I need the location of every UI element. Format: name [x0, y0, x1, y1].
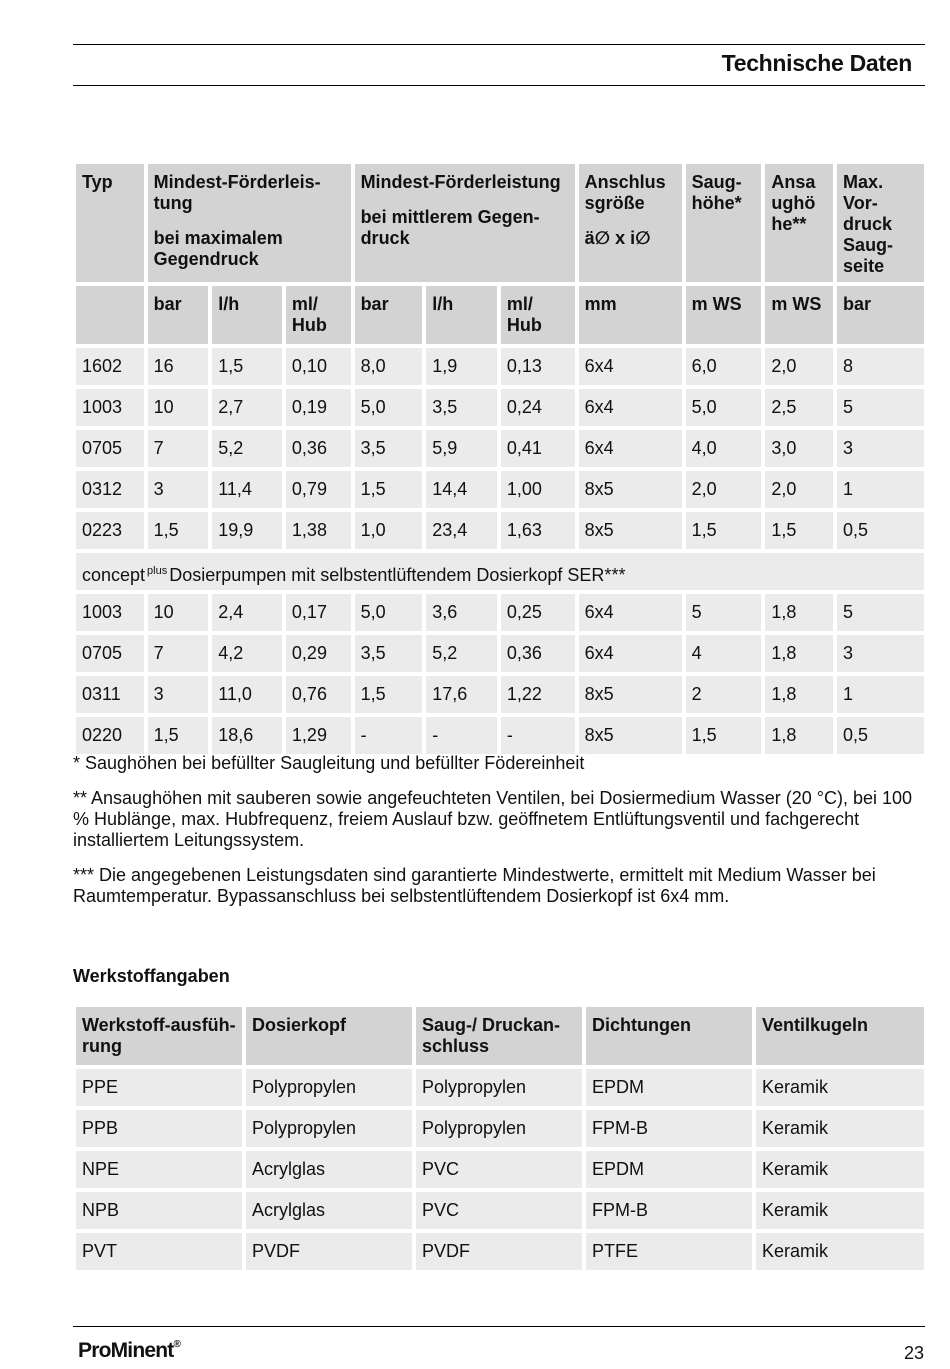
table-cell: 5,0: [355, 389, 423, 426]
table-cell: 1: [837, 471, 924, 508]
table-cell: 17,6: [426, 676, 497, 713]
table-cell: 1,5: [355, 676, 423, 713]
table-cell: 1,5: [148, 512, 209, 549]
header-conn-label: Anschlus sgröße: [584, 172, 666, 213]
table-cell: Keramik: [756, 1192, 924, 1229]
table-cell: 6,0: [686, 348, 762, 385]
table-cell: Acrylglas: [246, 1192, 412, 1229]
table-cell: 10: [148, 594, 209, 631]
table-cell: PTFE: [586, 1233, 752, 1270]
table-cell: 0705: [76, 430, 144, 467]
table-cell: 1003: [76, 594, 144, 631]
header-cell-max-pressure: Max. Vor-druck Saug-seite: [837, 164, 924, 282]
section-sup: plus: [147, 565, 168, 577]
table-row: [76, 1151, 924, 1188]
table-cell: PVDF: [246, 1233, 412, 1270]
unit-cell: l/h: [426, 286, 497, 344]
table-cell: 1,5: [212, 348, 282, 385]
header-bottom-rule: [73, 85, 925, 86]
table-cell: 0,25: [501, 594, 575, 631]
table-cell: 1,29: [286, 717, 351, 754]
table-cell: 1,5: [148, 717, 209, 754]
table-cell: 2,7: [212, 389, 282, 426]
materials-heading: Werkstoffangaben: [73, 966, 230, 986]
table-cell: PPB: [76, 1110, 242, 1147]
table-cell: 5,0: [686, 389, 762, 426]
table-cell: Polypropylen: [416, 1110, 582, 1147]
unit-cell: [76, 286, 144, 344]
table-cell: 3: [148, 471, 209, 508]
materials-header-cell: Ventilkugeln: [756, 1007, 924, 1065]
table-cell: 0,19: [286, 389, 351, 426]
table-row: [76, 1233, 924, 1270]
section-prefix: concept: [82, 565, 146, 585]
table-cell: 2,0: [765, 348, 833, 385]
table-cell: PPE: [76, 1069, 242, 1106]
logo-text: ProMinent: [78, 1339, 174, 1362]
table-row: [76, 1192, 924, 1229]
table-cell: NPE: [76, 1151, 242, 1188]
table-cell: Polypropylen: [416, 1069, 582, 1106]
table-cell: -: [501, 717, 575, 754]
table-cell: 0,41: [501, 430, 575, 467]
table-cell: 3,5: [426, 389, 497, 426]
table-cell: 2,5: [765, 389, 833, 426]
table-cell: 0223: [76, 512, 144, 549]
table-cell: 4,2: [212, 635, 282, 672]
header-mid-label: Mindest-Förderleistung: [360, 172, 561, 192]
table-cell: 1,0: [355, 512, 423, 549]
table-row: [76, 594, 924, 631]
unit-cell: m WS: [765, 286, 833, 344]
table-cell: 2,4: [212, 594, 282, 631]
table-cell: 1,22: [501, 676, 575, 713]
header-conn-sub: ä∅ x i∅: [584, 228, 651, 248]
table-row: [76, 471, 924, 508]
table-cell: 0220: [76, 717, 144, 754]
table-cell: 2,0: [686, 471, 762, 508]
table-cell: 11,0: [212, 676, 282, 713]
table-cell: 1,5: [686, 512, 762, 549]
technical-data-table: [72, 160, 928, 758]
materials-header-cell: Dichtungen: [586, 1007, 752, 1065]
table-cell: 1: [837, 676, 924, 713]
table-cell: 1,9: [426, 348, 497, 385]
unit-cell: bar: [148, 286, 209, 344]
table-row: [76, 348, 924, 385]
header-mid-sub: bei mittlerem Gegen-druck: [360, 207, 540, 248]
table-cell: 14,4: [426, 471, 497, 508]
table-cell: 5: [686, 594, 762, 631]
section-row-ser: [76, 553, 924, 590]
table-cell: 3,5: [355, 430, 423, 467]
section-suffix: Dosierpumpen mit selbstentlüftendem Dosierkopf SER***: [169, 565, 626, 585]
unit-cell: ml/ Hub: [286, 286, 351, 344]
table-cell: 5,9: [426, 430, 497, 467]
table-cell: Acrylglas: [246, 1151, 412, 1188]
table-row: [76, 676, 924, 713]
table-cell: 1,5: [765, 512, 833, 549]
table-cell: 0,5: [837, 717, 924, 754]
table-cell: 6x4: [579, 635, 682, 672]
table-cell: 0312: [76, 471, 144, 508]
table-cell: 8x5: [579, 471, 682, 508]
table-cell: Keramik: [756, 1151, 924, 1188]
table-cell: EPDM: [586, 1069, 752, 1106]
table-row: [76, 717, 924, 754]
table-cell: -: [355, 717, 423, 754]
header-top-rule: [73, 44, 925, 45]
table-cell: 0,79: [286, 471, 351, 508]
table-cell: 6x4: [579, 594, 682, 631]
table-cell: 0,13: [501, 348, 575, 385]
unit-cell: mm: [579, 286, 682, 344]
materials-table: [72, 1003, 928, 1274]
table-cell: 1,63: [501, 512, 575, 549]
table-cell: 1,8: [765, 594, 833, 631]
table-cell: Keramik: [756, 1069, 924, 1106]
table-cell: 3: [148, 676, 209, 713]
table-cell: PVC: [416, 1151, 582, 1188]
table-row: [76, 512, 924, 549]
materials-rows: [76, 1069, 924, 1270]
table-cell: 8x5: [579, 512, 682, 549]
table-cell: 5: [837, 389, 924, 426]
table-cell: 0,29: [286, 635, 351, 672]
table-cell: PVT: [76, 1233, 242, 1270]
footnote-2: ** Ansaughöhen mit sauberen sowie angefeuchteten Ventilen, bei Dosiermedium Wasser (20 °C), bei 100 % Hublänge, max. Hubfrequenz, freiem Auslauf bzw. geöffnetem Entlüftungsventil und fachgerecht installiertem Leitungssystem.: [73, 788, 913, 850]
header-cell-mid-capacity: [355, 164, 575, 282]
table-cell: PVC: [416, 1192, 582, 1229]
table-cell: 0,10: [286, 348, 351, 385]
table-cell: 8: [837, 348, 924, 385]
table-cell: 2,0: [765, 471, 833, 508]
table-cell: EPDM: [586, 1151, 752, 1188]
header-cell-priming-lift: Ansa ughö he**: [765, 164, 833, 282]
header-max-label: Mindest-Förderleis-tung: [153, 172, 321, 213]
footnote-3: *** Die angegebenen Leistungsdaten sind garantierte Mindestwerte, ermittelt mit Medium Wasser bei Raumtemperatur. Bypassanschluss bei selbstentlüftendem Dosierkopf ist 6x4 mm.: [73, 865, 876, 906]
table-cell: 7: [148, 635, 209, 672]
footer-rule: [73, 1326, 925, 1327]
table-row: [76, 389, 924, 426]
page-title: Technische Daten: [721, 50, 912, 76]
table-cell: -: [426, 717, 497, 754]
table-cell: Keramik: [756, 1233, 924, 1270]
table-cell: 7: [148, 430, 209, 467]
table-cell: 1,38: [286, 512, 351, 549]
footnotes: [73, 753, 928, 921]
table-cell: Polypropylen: [246, 1110, 412, 1147]
section-cell: [76, 553, 924, 590]
table-cell: NPB: [76, 1192, 242, 1229]
table-cell: 0311: [76, 676, 144, 713]
table-cell: PVDF: [416, 1233, 582, 1270]
logo-registered-mark: ®: [173, 1339, 181, 1350]
header-cell-connection: [579, 164, 682, 282]
table-cell: 11,4: [212, 471, 282, 508]
table-cell: 1602: [76, 348, 144, 385]
table-cell: 5,2: [212, 430, 282, 467]
table-header-row: [76, 164, 924, 282]
table-cell: 0705: [76, 635, 144, 672]
table-cell: FPM-B: [586, 1192, 752, 1229]
table-row: [76, 635, 924, 672]
table-cell: 8x5: [579, 717, 682, 754]
table-cell: 6x4: [579, 389, 682, 426]
materials-header-cell: Saug-/ Druckan-schluss: [416, 1007, 582, 1065]
table-row: [76, 1110, 924, 1147]
table-cell: 5: [837, 594, 924, 631]
unit-cell: ml/ Hub: [501, 286, 575, 344]
table-cell: 2: [686, 676, 762, 713]
prominent-logo: [78, 1339, 181, 1363]
table-cell: 3,0: [765, 430, 833, 467]
footnote-1: * Saughöhen bei befüllter Saugleitung und befüllter Födereinheit: [73, 753, 585, 773]
table-cell: 1,8: [765, 676, 833, 713]
table-cell: 3: [837, 635, 924, 672]
technical-data-rows: [76, 348, 924, 549]
table-cell: 4,0: [686, 430, 762, 467]
table-cell: 3: [837, 430, 924, 467]
unit-cell: bar: [837, 286, 924, 344]
table-cell: 1003: [76, 389, 144, 426]
table-cell: 23,4: [426, 512, 497, 549]
table-cell: 0,24: [501, 389, 575, 426]
table-cell: 1,00: [501, 471, 575, 508]
table-cell: 18,6: [212, 717, 282, 754]
table-cell: 6x4: [579, 348, 682, 385]
table-cell: 3,5: [355, 635, 423, 672]
table-cell: Keramik: [756, 1110, 924, 1147]
table-cell: 0,36: [501, 635, 575, 672]
table-cell: 1,8: [765, 635, 833, 672]
unit-cell: m WS: [686, 286, 762, 344]
page-number: 23: [903, 1343, 924, 1363]
header-max-sub: bei maximalem Gegendruck: [153, 228, 283, 269]
header-cell-suction-lift: Saug-höhe*: [686, 164, 762, 282]
ser-data-rows: [76, 594, 924, 754]
table-cell: 1,5: [686, 717, 762, 754]
table-cell: 10: [148, 389, 209, 426]
header-cell-typ: Typ: [76, 164, 144, 282]
materials-header-row: [76, 1007, 924, 1065]
table-cell: 8,0: [355, 348, 423, 385]
table-cell: 19,9: [212, 512, 282, 549]
table-unit-row: [76, 286, 924, 344]
table-cell: 3,6: [426, 594, 497, 631]
materials-header-cell: Werkstoff-ausfüh-rung: [76, 1007, 242, 1065]
table-cell: 0,36: [286, 430, 351, 467]
table-cell: Polypropylen: [246, 1069, 412, 1106]
table-cell: 0,76: [286, 676, 351, 713]
table-cell: 5,0: [355, 594, 423, 631]
header-cell-max-capacity: [148, 164, 351, 282]
table-cell: 0,5: [837, 512, 924, 549]
table-cell: 6x4: [579, 430, 682, 467]
table-cell: 8x5: [579, 676, 682, 713]
table-cell: 1,5: [355, 471, 423, 508]
unit-cell: l/h: [212, 286, 282, 344]
table-cell: 4: [686, 635, 762, 672]
materials-header-cell: Dosierkopf: [246, 1007, 412, 1065]
table-cell: FPM-B: [586, 1110, 752, 1147]
table-cell: 1,8: [765, 717, 833, 754]
table-row: [76, 1069, 924, 1106]
table-cell: 0,17: [286, 594, 351, 631]
table-cell: 16: [148, 348, 209, 385]
unit-cell: bar: [355, 286, 423, 344]
table-row: [76, 430, 924, 467]
table-cell: 5,2: [426, 635, 497, 672]
